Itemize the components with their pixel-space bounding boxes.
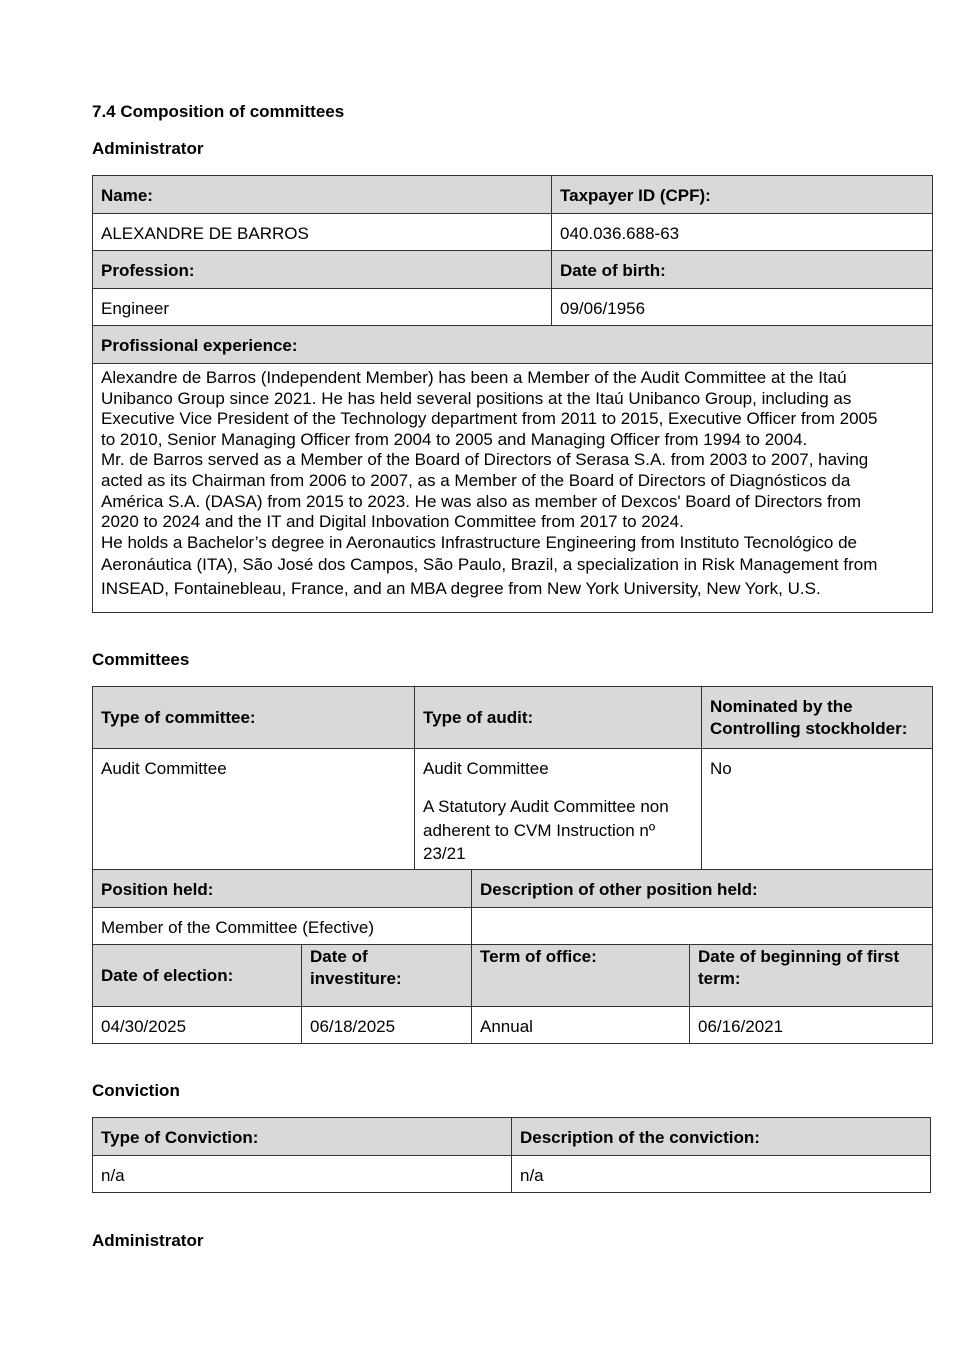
conviction-heading: Conviction (92, 1081, 180, 1100)
committees-heading: Committees (92, 650, 190, 669)
conviction-table (92, 1117, 931, 1193)
position-label: Position held: (93, 870, 472, 908)
experience-line: acted as its Chairman from 2006 to 2007, as a Member of the Board of Directors of Diagnósticos da (101, 470, 851, 490)
name-label: Name: (93, 176, 552, 214)
section-title: 7.4 Composition of committees (92, 102, 345, 121)
experience-line: Executive Vice President of the Technology department from 2011 to 2015, Executive Officer from 2005 (101, 409, 878, 429)
investiture-label-line: Date of (310, 947, 368, 966)
experience-label: Profissional experience: (93, 326, 933, 364)
committee-type-table (92, 686, 933, 870)
first-term-label (690, 945, 933, 1007)
experience-line: Mr. de Barros served as a Member of the Board of Directors of Serasa S.A. from 2003 to 2007, having (101, 450, 869, 470)
dob-value: 09/06/1956 (552, 289, 933, 326)
type-audit-main: Audit Committee (423, 759, 549, 778)
name-value: ALEXANDRE DE BARROS (93, 214, 552, 251)
type-audit-note: adherent to CVM Instruction nº (423, 820, 656, 840)
other-position-value (472, 908, 933, 945)
identity-table (92, 175, 933, 613)
nominated-label-line: Nominated by the (710, 696, 853, 716)
administrator-heading-2: Administrator (92, 1231, 204, 1250)
investiture-value: 06/18/2025 (302, 1007, 472, 1044)
election-label: Date of election: (93, 945, 302, 1007)
cpf-value: 040.036.688-63 (552, 214, 933, 251)
investiture-label (302, 945, 472, 1007)
election-value: 04/30/2025 (93, 1007, 302, 1044)
investiture-label-line: investiture: (310, 969, 402, 988)
term-label: Term of office: (472, 945, 690, 1007)
first-term-label-line: term: (698, 969, 741, 988)
conviction-description-value: n/a (512, 1156, 931, 1193)
position-value: Member of the Committee (Efective) (93, 908, 472, 945)
type-audit-note: A Statutory Audit Committee non (423, 797, 669, 816)
nominated-value: No (702, 749, 933, 870)
type-audit-value (415, 749, 702, 870)
first-term-value: 06/16/2021 (690, 1007, 933, 1044)
type-committee-label: Type of committee: (93, 687, 415, 749)
other-position-label: Description of other position held: (472, 870, 933, 908)
experience-text (93, 364, 933, 613)
experience-line: Unibanco Group since 2021. He has held several positions at the Itaú Unibanco Group, including as (101, 388, 852, 408)
experience-line: Aeronáutica (ITA), São José dos Campos, São Paulo, Brazil, a specialization in Risk Management from (101, 555, 878, 575)
profession-label: Profession: (93, 251, 552, 289)
type-audit-note: 23/21 (423, 844, 466, 863)
conviction-type-label: Type of Conviction: (93, 1118, 512, 1156)
experience-line: 2020 to 2024 and the IT and Digital Inbovation Committee from 2017 to 2024. (101, 512, 684, 532)
dob-label: Date of birth: (552, 251, 933, 289)
dates-table (92, 944, 933, 1044)
experience-line: INSEAD, Fontainebleau, France, and an MBA degree from New York University, New York, U.S. (101, 579, 821, 599)
first-term-label-line: Date of beginning of first (698, 947, 900, 966)
cpf-label: Taxpayer ID (CPF): (552, 176, 933, 214)
type-committee-value: Audit Committee (93, 749, 415, 870)
experience-line: América S.A. (DASA) from 2015 to 2023. He was also as member of Dexcos' Board of Directors from (101, 491, 862, 511)
conviction-description-label: Description of the conviction: (512, 1118, 931, 1156)
profession-value: Engineer (93, 289, 552, 326)
conviction-type-value: n/a (93, 1156, 512, 1193)
position-table (92, 869, 933, 945)
type-audit-label: Type of audit: (415, 687, 702, 749)
administrator-heading: Administrator (92, 139, 204, 158)
experience-line: Alexandre de Barros (Independent Member) has been a Member of the Audit Committee at the Itaú (101, 368, 847, 387)
experience-line: He holds a Bachelor’s degree in Aeronautics Infrastructure Engineering from Instituto Tecnológico de (101, 532, 858, 552)
nominated-label-line: Controlling stockholder: (710, 718, 908, 738)
experience-line: to 2010, Senior Managing Officer from 2004 to 2005 and Managing Officer from 1994 to 2004. (101, 429, 808, 449)
term-value: Annual (472, 1007, 690, 1044)
nominated-label (702, 687, 933, 749)
